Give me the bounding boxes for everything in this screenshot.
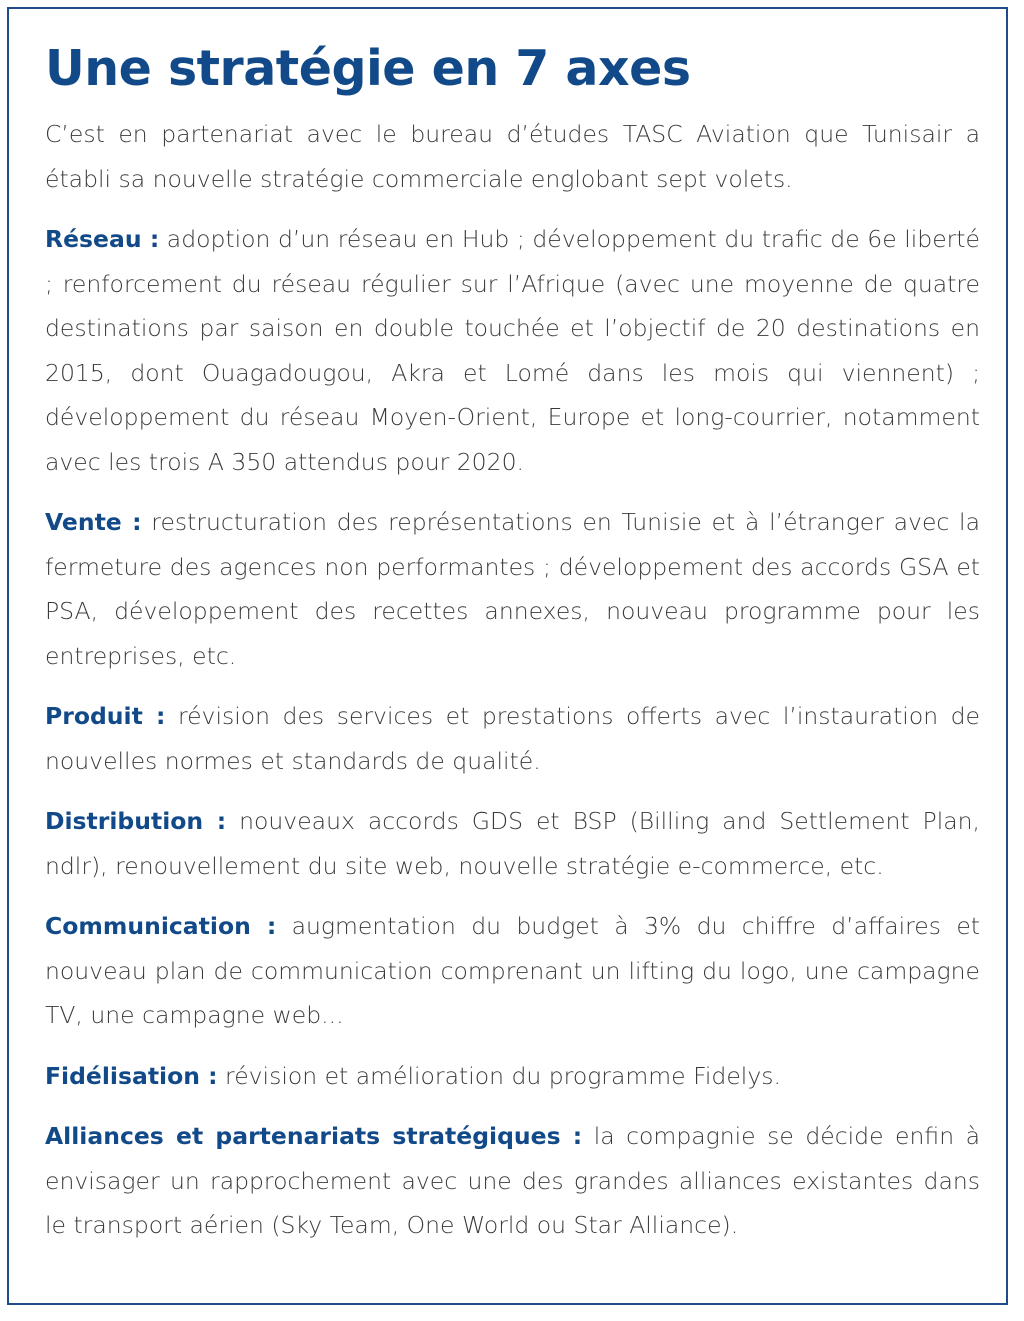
axis-text: révision et amélioration du programme Fidelys. bbox=[217, 1061, 781, 1090]
axis-text: nouveaux accords GDS et BSP (Billing and Settlement Plan, ndlr), renouvellement du site web, nouvelle stratégie e-commerce, etc. bbox=[45, 807, 980, 880]
axis-label: Vente : bbox=[45, 508, 142, 536]
axis-paragraph-distribution bbox=[45, 799, 980, 888]
intro-paragraph: C’est en partenariat avec le bureau d’études TASC Aviation que Tunisair a établi sa nouvelle stratégie commerciale englobant sept volets. bbox=[45, 120, 980, 193]
axis-text: adoption d’un réseau en Hub ; développement du trafic de 6e liberté ; renforcement du réseau régulier sur l’Afrique (avec une moyenne de quatre destinations par saison en double touchée et l’objectif de 20 destinations en 2015, dont Ouagadougou, Akra et Lomé dans les mois qui viennent) ; développement du réseau Moyen-Orient, Europe et long-courrier, notamment avec les trois A 350 attendus pour 2020. bbox=[45, 225, 980, 476]
axis-label: Réseau : bbox=[45, 225, 160, 253]
axis-paragraph-fidelisation bbox=[45, 1054, 980, 1099]
axis-label: Produit : bbox=[45, 702, 166, 730]
axis-paragraph-communication bbox=[45, 904, 980, 1038]
axis-label: Communication : bbox=[45, 912, 277, 940]
axis-paragraph-alliances bbox=[45, 1114, 980, 1248]
axis-label: Distribution : bbox=[45, 807, 227, 835]
axis-text: la compagnie se décide enfin à envisager un rapprochement avec une des grandes alliances existantes dans le transport aérien (Sky Team, One World ou Star Alliance). bbox=[45, 1122, 980, 1239]
axis-paragraph-vente bbox=[45, 500, 980, 678]
axis-label: Fidélisation : bbox=[45, 1061, 218, 1090]
article-box bbox=[45, 30, 980, 1264]
axis-paragraph-reseau bbox=[45, 217, 980, 484]
article-title: Une stratégie en 7 axes bbox=[45, 40, 691, 97]
axis-text: augmentation du budget à 3% du chiffre d’affaires et nouveau plan de communication comprenant un lifting du logo, une campagne TV, une campagne web... bbox=[45, 912, 980, 1029]
axis-text: révision des services et prestations offerts avec l’instauration de nouvelles normes et standards de qualité. bbox=[45, 702, 980, 775]
axis-text: restructuration des représentations en Tunisie et à l’étranger avec la fermeture des agences non performantes ; développement des accords GSA et PSA, développement des recettes annexes, nouveau programme pour les entreprises, etc. bbox=[45, 508, 980, 670]
axis-paragraph-produit bbox=[45, 694, 980, 783]
axis-label: Alliances et partenariats stratégiques : bbox=[45, 1122, 583, 1150]
